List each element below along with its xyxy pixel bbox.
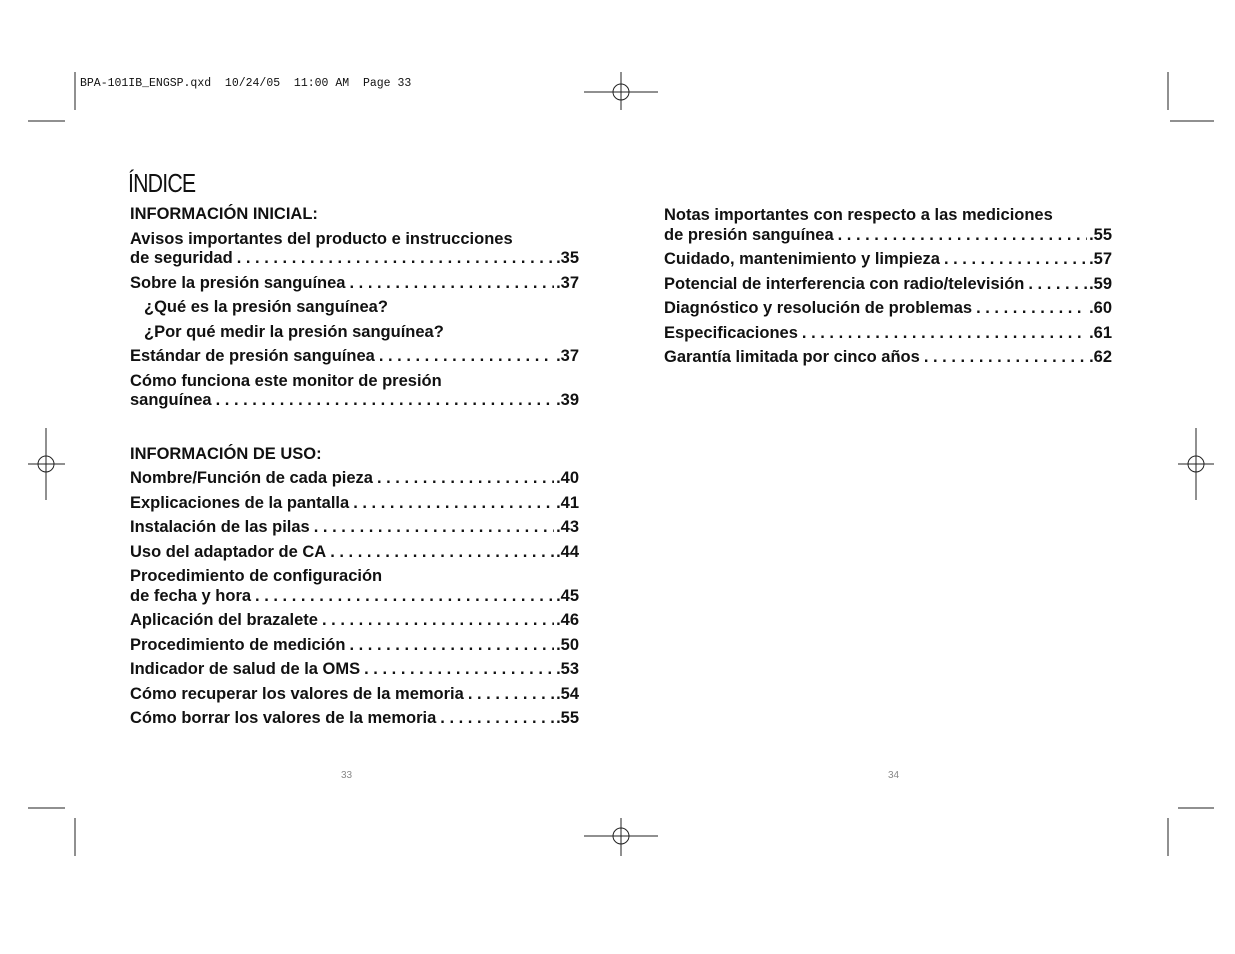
toc-entry: [130, 230, 579, 269]
dot-leader: [349, 274, 554, 294]
toc-entry-title: Estándar de presión sanguínea: [130, 347, 375, 365]
section-heading-initial: INFORMACIÓN INICIAL:: [130, 205, 318, 223]
registration-mark-right: [1178, 428, 1214, 500]
toc-page-number: .37: [556, 273, 579, 292]
toc-entry: [130, 660, 579, 680]
dot-leader: [468, 685, 554, 705]
toc-entry-line: Cómo funciona este monitor de presión: [130, 371, 442, 390]
dot-leader: [349, 636, 554, 656]
toc-page-number: .39: [556, 391, 579, 409]
toc-page-number: .41: [556, 493, 579, 512]
toc-page-number: .54: [556, 684, 579, 703]
toc-page-number: .45: [556, 586, 579, 605]
toc-page-number: .50: [556, 635, 579, 654]
dot-leader: [1028, 275, 1087, 295]
toc-entry-title: Explicaciones de la pantalla: [130, 493, 350, 512]
toc-subentry: ¿Por qué medir la presión sanguínea?: [144, 322, 444, 341]
toc-entry: [664, 250, 1112, 270]
toc-page-number: .60: [1089, 299, 1112, 317]
toc-entry-line: Avisos importantes del producto e instrucciones: [130, 229, 513, 248]
dot-leader: [379, 347, 554, 367]
dot-leader: [838, 226, 1087, 246]
toc-entry-title: Sobre la presión sanguínea: [130, 273, 346, 292]
toc-entry: [130, 685, 579, 705]
registration-mark-bottom: [584, 818, 658, 856]
page-number-left: 33: [341, 770, 353, 781]
dot-leader: [364, 660, 554, 680]
toc-entry-title: Cuidado, mantenimiento y limpieza: [664, 250, 940, 268]
dot-leader: [330, 543, 554, 563]
toc-page-number: .46: [556, 611, 579, 629]
toc-page-number: .53: [556, 660, 579, 678]
dot-leader: [976, 299, 1087, 319]
toc-page-number: .59: [1089, 274, 1112, 293]
toc-entry: [664, 299, 1112, 319]
toc-entry: [130, 372, 579, 411]
toc-entry-title: Nombre/Función de cada pieza: [130, 469, 373, 487]
dot-leader: [353, 494, 554, 514]
toc-page-number: .35: [556, 249, 579, 267]
dot-leader: [216, 391, 554, 411]
toc-entry: [130, 567, 579, 606]
dot-leader: [924, 348, 1087, 368]
toc-page-number: .57: [1089, 250, 1112, 268]
dot-leader: [802, 324, 1087, 344]
toc-entry: [130, 518, 579, 538]
toc-page-number: .37: [556, 347, 579, 365]
toc-entry-title: sanguínea: [130, 391, 212, 409]
toc-entry: [130, 636, 579, 656]
dot-leader: [314, 518, 554, 538]
toc-page-number: .55: [556, 709, 579, 727]
toc-entry: [130, 347, 579, 367]
printer-slug: BPA-101IB_ENGSP.qxd 10/24/05 11:00 AM Page 33: [80, 77, 412, 90]
toc-entry-line: Procedimiento de configuración: [130, 567, 383, 585]
toc-left-column: [130, 205, 579, 734]
toc-entry-title: Diagnóstico y resolución de problemas: [664, 299, 973, 317]
toc-page-number: .62: [1089, 348, 1112, 366]
toc-entry-title: de presión sanguínea: [664, 225, 834, 244]
toc-page-number: .40: [556, 469, 579, 487]
section-heading-use: INFORMACIÓN DE USO:: [130, 444, 322, 463]
toc-entry-title: Cómo borrar los valores de la memoria: [130, 709, 437, 727]
toc-right-column: [664, 206, 1112, 373]
toc-entry-title: Instalación de las pilas: [130, 518, 310, 536]
toc-entry-line: Notas importantes con respecto a las mediciones: [664, 206, 1053, 224]
toc-entry: [130, 469, 579, 489]
toc-entry-title: Indicador de salud de la OMS: [130, 660, 361, 678]
dot-leader: [440, 709, 554, 729]
toc-entry: [130, 543, 579, 563]
toc-entry-title: Especificaciones: [664, 323, 798, 342]
dot-leader: [377, 469, 554, 489]
toc-entry-title: de seguridad: [130, 249, 233, 267]
toc-entry: [664, 275, 1112, 295]
toc-entry-title: Potencial de interferencia con radio/televisión: [664, 274, 1025, 293]
toc-page-number: .55: [1089, 225, 1112, 244]
toc-page-number: .44: [556, 542, 579, 561]
toc-entry-title: Uso del adaptador de CA: [130, 542, 327, 561]
dot-leader: [944, 250, 1087, 270]
toc-entry: [130, 611, 579, 631]
toc-subentry: ¿Qué es la presión sanguínea?: [144, 298, 388, 316]
dot-leader: [322, 611, 554, 631]
toc-entry: [130, 274, 579, 294]
toc-entry-title: Cómo recuperar los valores de la memoria: [130, 684, 464, 703]
registration-mark-left: [28, 428, 65, 500]
toc-entry-title: Garantía limitada por cinco años: [664, 348, 920, 366]
dot-leader: [237, 249, 554, 269]
toc-entry: [664, 324, 1112, 344]
toc-entry-title: de fecha y hora: [130, 586, 252, 605]
toc-entry: [664, 206, 1112, 245]
registration-mark-top: [584, 72, 658, 110]
toc-page-number: .43: [556, 518, 579, 536]
toc-entry: [664, 348, 1112, 368]
page-number-right: 34: [888, 770, 900, 781]
toc-entry-title: Aplicación del brazalete: [130, 611, 318, 629]
toc-entry: [130, 494, 579, 514]
dot-leader: [255, 587, 554, 607]
toc-entry-title: Procedimiento de medición: [130, 635, 346, 654]
toc-entry: [130, 709, 579, 729]
index-title: ÍNDICE: [128, 168, 196, 198]
toc-page-number: .61: [1089, 323, 1112, 342]
